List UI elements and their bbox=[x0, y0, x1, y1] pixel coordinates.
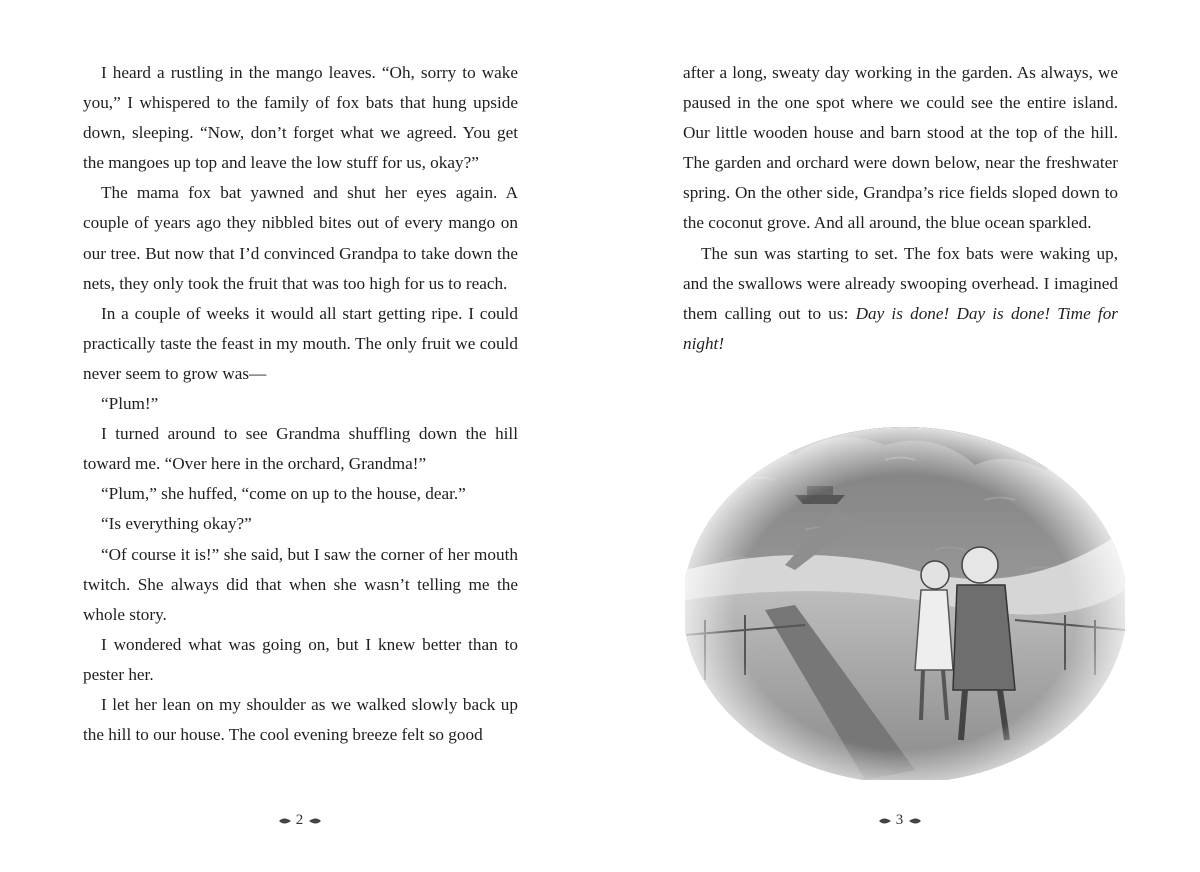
leaf-ornament-icon bbox=[308, 816, 322, 826]
paragraph: I heard a rustling in the mango leaves. “Oh, sorry to wake you,” I whispered to the family of fox bats that hung upside down, sleeping. “Now, don’t forget what we agreed. You get the mangoes up top and leave the low stuff for us, okay?” bbox=[83, 63, 518, 173]
paragraph: In a couple of weeks it would all start getting ripe. I could practically taste the feast in my mouth. The only fruit we could never seem to grow was— bbox=[83, 303, 518, 383]
leaf-ornament-icon bbox=[878, 816, 892, 826]
paragraph: “Is everything okay?” bbox=[101, 514, 252, 534]
paragraph: “Plum!” bbox=[101, 394, 159, 414]
paragraph bbox=[683, 239, 1118, 359]
paragraph: “Of course it is!” she said, but I saw the corner of her mouth twitch. She always did that when she wasn’t telling me the whole story. bbox=[83, 544, 518, 624]
illustration bbox=[685, 420, 1125, 780]
page-number: 2 bbox=[295, 812, 305, 828]
leaf-ornament-icon bbox=[908, 816, 922, 826]
paragraph: I let her lean on my shoulder as we walked slowly back up the hill to our house. The cool evening breeze felt so good bbox=[83, 694, 518, 745]
page-number-left bbox=[0, 812, 600, 829]
page-number: 3 bbox=[895, 812, 905, 828]
paragraph: I turned around to see Grandma shuffling down the hill toward me. “Over here in the orchard, Grandma!” bbox=[83, 424, 518, 474]
right-page-text bbox=[683, 58, 1118, 359]
page-number-right bbox=[600, 812, 1200, 829]
paragraph: I wondered what was going on, but I knew better than to pester her. bbox=[83, 634, 518, 684]
paragraph: The mama fox bat yawned and shut her eyes again. A couple of years ago they nibbled bites out of every mango on our tree. But now that I’d convinced Grandpa to take down the nets, they only took the fruit that was too high for us to reach. bbox=[83, 183, 518, 293]
italic-text: Day is done! Day is done! Time for night! bbox=[683, 303, 1118, 353]
paragraph-text: The sun was starting to set. The fox bats were waking up, and the swallows were already swooping overhead. I imagined them calling out to us: bbox=[683, 243, 1118, 323]
paragraph: “Plum,” she huffed, “come on up to the house, dear.” bbox=[101, 484, 466, 504]
paragraph: after a long, sweaty day working in the garden. As always, we paused in the one spot where we could see the entire island. Our little wooden house and barn stood at the top of the hill. The garden and orchard were down below, near the freshwater spring. On the other side, Grandpa’s rice fields sloped down to the coconut grove. And all around, the blue ocean sparkled. bbox=[683, 63, 1118, 233]
right-page bbox=[600, 0, 1200, 872]
leaf-ornament-icon bbox=[278, 816, 292, 826]
left-page-text bbox=[83, 58, 518, 750]
